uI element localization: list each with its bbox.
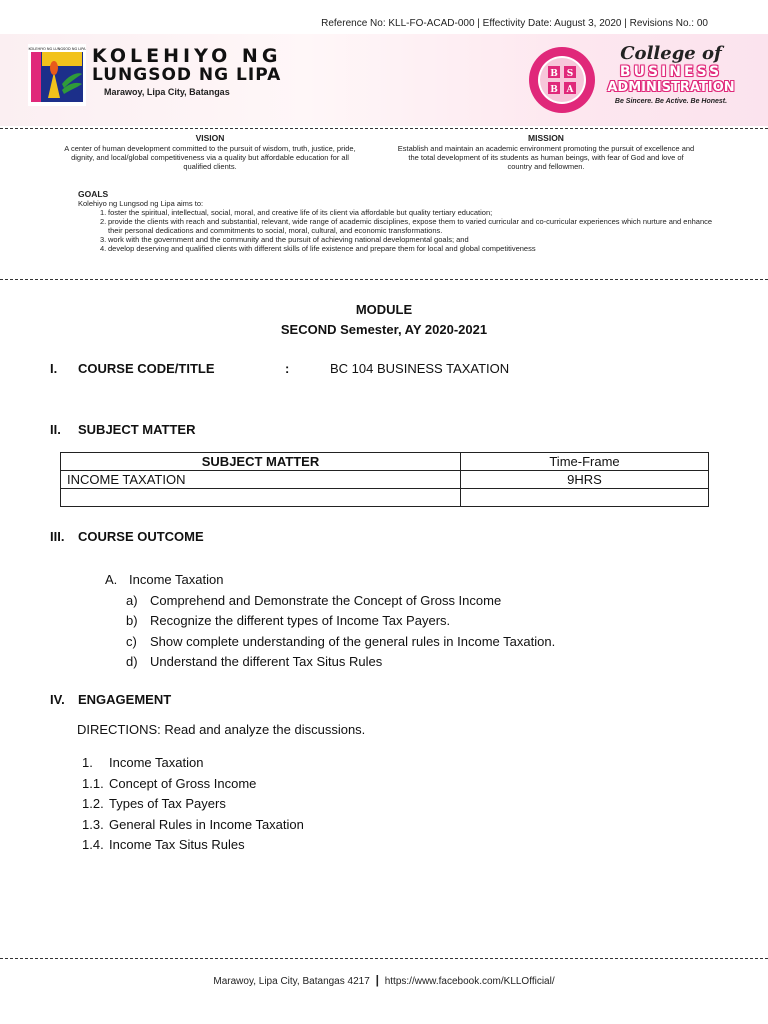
list-item (105, 611, 555, 632)
table-cell: 9HRS (461, 471, 709, 489)
reference-line: Reference No: KLL-FO-ACAD-000 | Effectivity Date: August 3, 2020 | Revisions No.: 00 (321, 18, 708, 29)
vision-block (60, 134, 360, 171)
list-item (78, 235, 718, 244)
list-item (78, 208, 718, 217)
logo-caption: KOLEHIYO NG LUNGSOD NG LIPA (28, 47, 86, 51)
table-cell (61, 489, 461, 507)
list-item-number: 4. (100, 244, 107, 253)
mission-text: Establish and maintain an academic environment promoting the pursuit of excellence and the total development of its students as human beings, with fear of God and love of country and fellowmen. (397, 144, 695, 171)
list-item-text: Comprehend and Demonstrate the Concept of Gross Income (150, 592, 502, 608)
section-number: III. (50, 529, 65, 544)
bsba-seal (528, 46, 596, 114)
list-item (105, 652, 555, 673)
table-header-cell: SUBJECT MATTER (61, 453, 461, 471)
course-code-value: BC 104 BUSINESS TAXATION (330, 361, 510, 376)
list-item-text: Income Tax Situs Rules (109, 837, 245, 852)
section-subject-matter (50, 422, 195, 437)
section-course-code (50, 361, 215, 376)
school-name-line2: LUNGSOD NG LIPA (92, 65, 282, 85)
course-outcome-list (105, 570, 555, 673)
engagement-list (82, 753, 304, 856)
svg-text:B: B (550, 69, 558, 79)
list-item-text: develop deserving and qualified clients with different skills of life existence and prepare them for local and global competitiveness (108, 244, 536, 253)
section-number: IV. (50, 692, 65, 707)
list-item-text: Understand the different Tax Situs Rules (150, 654, 383, 669)
section-engagement (50, 692, 171, 707)
svg-text:S: S (566, 69, 574, 79)
footer (0, 973, 768, 987)
table-row (61, 471, 709, 489)
list-item (82, 835, 304, 856)
header-divider (0, 128, 768, 129)
section-number: II. (50, 422, 61, 437)
goals-block (78, 190, 718, 253)
list-item-number: 1.1. (82, 775, 104, 791)
engagement-directions: DIRECTIONS: Read and analyze the discussions. (77, 722, 366, 737)
footer-address: Marawoy, Lipa City, Batangas 4217 (213, 976, 370, 987)
table-row (61, 489, 709, 507)
list-item-text: Income Taxation (109, 755, 204, 770)
list-item (78, 244, 718, 253)
module-semester: SECOND Semester, AY 2020-2021 (280, 322, 488, 337)
footer-divider (0, 958, 768, 959)
mission-heading: MISSION (528, 133, 564, 143)
list-item-text: Concept of Gross Income (109, 775, 257, 791)
list-item-number: 1.4. (82, 837, 104, 852)
list-item-text: provide the clients with reach and substantial, relevant, wide range of academic disciplines, expose them to varied curricular and co-curricular experiences which nurture and enhance their personal dedications and commitments to social, moral, cultural, and economic transformations. (108, 217, 713, 235)
goals-divider (0, 279, 768, 280)
college-of-label: College of (620, 43, 722, 64)
section-course-outcome (50, 529, 204, 544)
list-item-letter: b) (126, 613, 138, 628)
list-item-text: General Rules in Income Taxation (109, 816, 304, 832)
school-name-line1: KOLEHIYO NG (92, 45, 282, 67)
list-item-number: 1.2. (82, 796, 104, 811)
list-item-letter: c) (126, 633, 137, 649)
goals-intro: Kolehiyo ng Lungsod ng Lipa aims to: (78, 199, 204, 208)
list-item-text: Income Taxation (129, 572, 224, 587)
section-title: ENGAGEMENT (78, 692, 172, 707)
list-item-text: Types of Tax Payers (109, 796, 226, 811)
section-title: SUBJECT MATTER (78, 422, 196, 437)
list-item-number: 1.3. (82, 816, 104, 832)
module-heading: MODULE (355, 302, 413, 317)
college-name-administration: ADMINISTRATION (607, 80, 735, 95)
table-cell: INCOME TAXATION (61, 471, 461, 489)
table-cell (461, 489, 709, 507)
list-item (105, 632, 555, 653)
list-item-number: 1. (82, 755, 93, 770)
module-title (0, 300, 768, 340)
list-item-letter: d) (126, 654, 138, 669)
list-item (82, 815, 304, 836)
list-item (78, 217, 718, 235)
section-number: I. (50, 361, 58, 376)
goals-heading: GOALS (78, 189, 109, 199)
list-item-number: 3. (100, 235, 107, 244)
list-item (82, 774, 304, 795)
vision-text: A center of human development committed to the pursuit of wisdom, truth, justice, pride, dignity, and local/global competitiveness via a quality but affordable education for all qualified clients. (64, 144, 356, 171)
table-header-row (61, 453, 709, 471)
college-motto: Be Sincere. Be Active. Be Honest. (614, 98, 728, 105)
list-item (105, 591, 555, 612)
goals-list (78, 208, 718, 253)
list-item-text: Show complete understanding of the general rules in Income Taxation. (150, 633, 556, 649)
footer-facebook-link[interactable]: https://www.facebook.com/KLLOfficial/ (384, 976, 555, 987)
table-header-cell: Time-Frame (461, 453, 709, 471)
school-logo (28, 44, 86, 106)
list-item-number: 1. (100, 208, 107, 217)
list-item-text: foster the spiritual, intellectual, social, moral, and creative life of its client via affordable but quality tertiary education; (108, 208, 493, 217)
svg-text:A: A (566, 85, 574, 95)
section-title: COURSE OUTCOME (78, 529, 204, 544)
list-item (105, 570, 555, 591)
list-item-letter: A. (105, 572, 118, 587)
list-item-letter: a) (126, 592, 138, 608)
college-block (596, 44, 746, 105)
list-item (82, 753, 304, 774)
footer-separator: | (375, 973, 379, 987)
section-title: COURSE CODE/TITLE (78, 361, 215, 376)
svg-text:B: B (550, 85, 558, 95)
college-name-business: BUSINESS (619, 64, 723, 80)
list-item-text: Recognize the different types of Income Tax Payers. (150, 613, 451, 628)
list-item (82, 794, 304, 815)
school-address: Marawoy, Lipa City, Batangas (104, 87, 230, 97)
list-item-number: 2. (100, 217, 107, 226)
subject-matter-table (60, 452, 709, 507)
mission-block (396, 134, 696, 171)
header-banner (0, 34, 768, 126)
course-colon: : (285, 361, 290, 376)
school-name (92, 46, 281, 84)
list-item-text: work with the government and the community and the pursuit of achieving national developmental goals; and (108, 235, 469, 244)
vision-heading: VISION (195, 133, 225, 143)
